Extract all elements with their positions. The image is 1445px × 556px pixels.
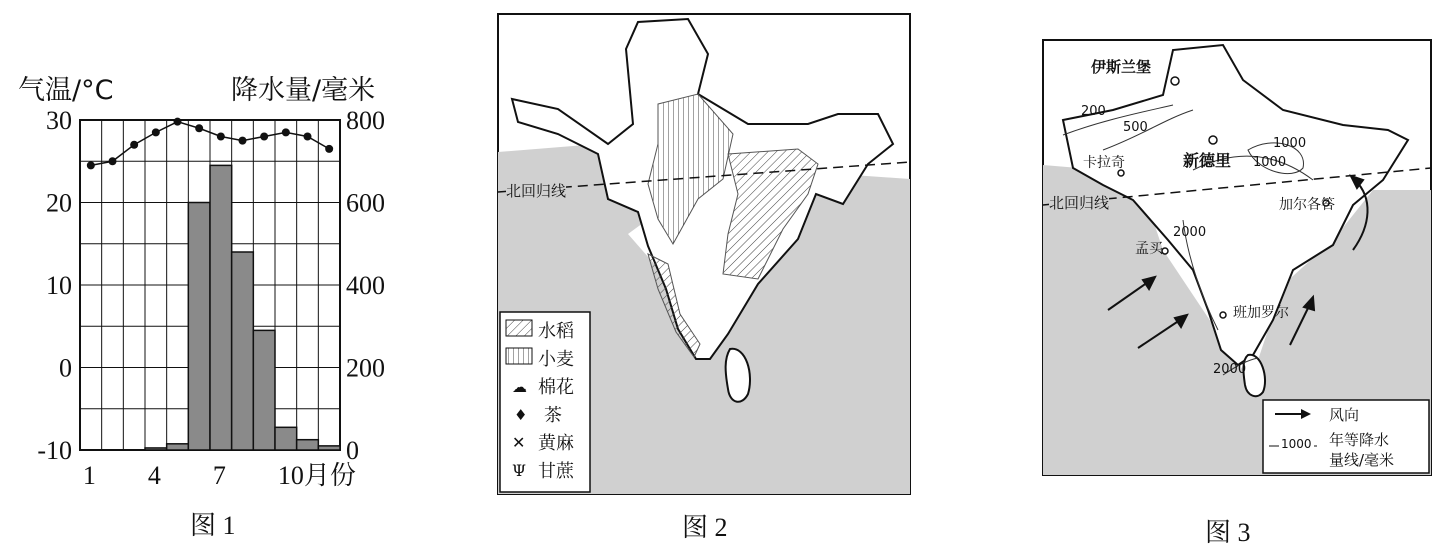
legend-wind-label: 风向 [1329,406,1360,424]
isohyet-label-2000-south: 2000 [1213,362,1247,377]
svg-text:☁: ☁ [512,378,527,396]
figure-3 [1043,40,1431,475]
legend-tea: 茶 [544,405,562,426]
left-tick-label: -10 [37,436,72,465]
precip-bar-10 [275,427,297,450]
precip-bar-4 [145,448,167,450]
city-marker-bangalore [1220,312,1226,318]
legend-wheat: 小麦 [538,349,574,370]
legend-isohyet-label-2: 量线/毫米 [1329,451,1395,469]
temperature-point-12 [325,145,333,153]
tropic-label: 北回归线 [1049,194,1110,212]
right-tick-label: 600 [346,188,385,218]
svg-text:Ψ: Ψ [512,461,527,480]
right-axis-title: 降水量/毫米 [231,75,376,106]
figure-1 [0,0,385,556]
left-axis-title: 气温/°C [18,75,114,106]
legend-isohyet-value: 1000 [1281,437,1312,451]
precip-bar-8 [232,252,254,450]
city-label-karachi: 卡拉奇 [1083,155,1125,171]
x-tick-label: 7 [212,461,226,490]
x-tick-label: 1 [82,461,96,490]
isohyet-label-2000-west: 2000 [1173,225,1207,240]
temperature-point-3 [130,141,138,149]
city-label-mumbai: 孟买 [1135,241,1163,257]
legend-jute: 黄麻 [538,433,574,454]
precip-bar-11 [297,440,319,450]
legend-rice: 水稻 [538,321,574,342]
right-tick-label: 200 [346,353,385,383]
figure-3-caption: 图 3 [1205,518,1251,547]
isohyet-label-1000: 1000 [1253,155,1287,170]
temperature-point-9 [260,133,268,141]
temperature-point-7 [217,133,225,141]
isohyet-label-200: 200 [1081,104,1106,119]
legend-isohyet-label-1: 年等降水 [1329,431,1390,449]
figure-2-caption: 图 2 [682,513,728,542]
temperature-point-8 [239,137,247,145]
tropic-label: 北回归线 [506,182,567,200]
figure-2 [498,14,910,494]
temperature-point-4 [152,128,160,136]
city-marker-new-delhi [1209,136,1217,144]
legend-cotton: 棉花 [538,377,574,398]
precip-bar-7 [210,165,232,450]
temperature-point-11 [304,133,312,141]
temperature-point-1 [87,161,95,169]
x-tick-label: 4 [147,461,161,490]
left-tick-label: 20 [46,188,72,218]
right-tick-label: 800 [346,106,385,135]
isohyet-label-1000-b: 1000 [1273,136,1307,151]
left-tick-label: 0 [59,353,72,383]
svg-text:♦: ♦ [514,406,528,424]
isohyet-label-500: 500 [1123,120,1148,135]
temperature-point-6 [195,124,203,132]
temperature-point-2 [109,157,117,165]
precip-bar-6 [188,203,210,451]
x-tick-label: 10月份 [277,461,356,490]
city-label-new-delhi: 新德里 [1183,151,1232,170]
legend-sugarcane: 甘蔗 [538,461,574,482]
figure-1-caption: 图 1 [190,511,236,540]
right-tick-label: 400 [346,271,385,300]
precip-bar-5 [167,444,189,450]
right-tick-label: 0 [346,436,359,465]
precip-bar-12 [318,446,340,450]
city-label-islamabad: 伊斯兰堡 [1091,58,1152,76]
left-tick-label: 30 [46,106,72,135]
city-marker-islamabad [1171,77,1179,85]
svg-text:✕: ✕ [512,433,526,452]
left-tick-label: 10 [46,271,72,300]
temperature-point-5 [174,118,182,126]
city-label-bangalore: 班加罗尔 [1233,305,1289,321]
temperature-point-10 [282,128,290,136]
precip-bar-9 [253,330,275,450]
city-label-kolkata: 加尔各答 [1279,197,1335,213]
